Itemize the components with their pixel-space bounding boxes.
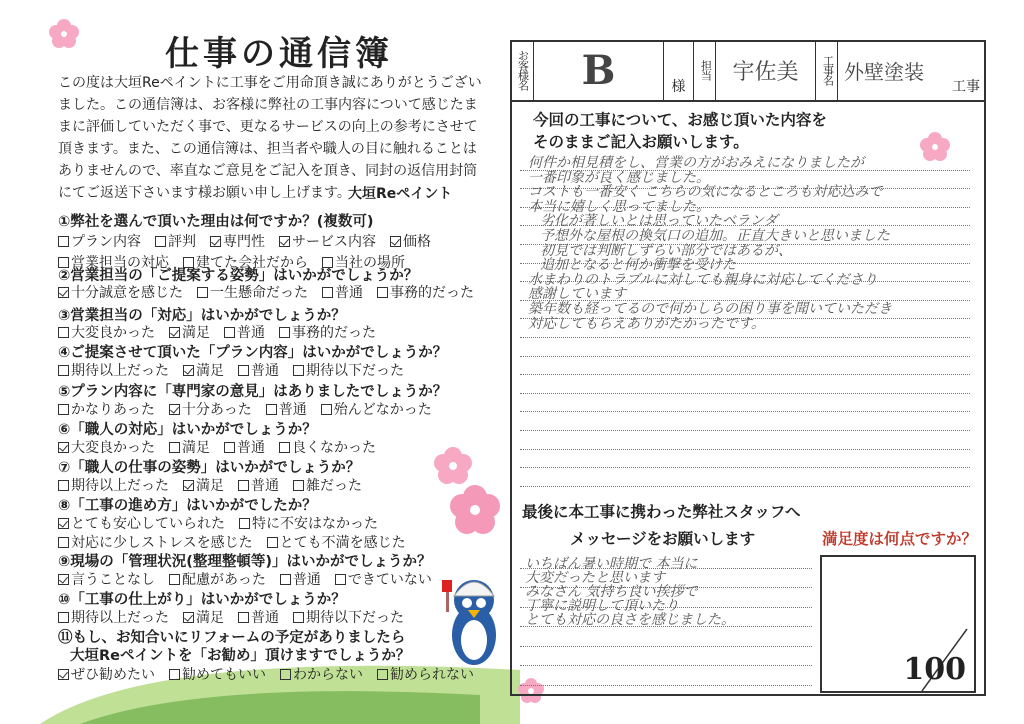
checkbox-option[interactable] <box>280 572 321 588</box>
comment-prompt-1: 今回の工事について、お感じ頂いた内容を <box>533 111 827 129</box>
empty-box-icon[interactable] <box>322 287 333 298</box>
empty-box-icon[interactable] <box>280 574 291 585</box>
question-title: ⑤プラン内容に「専門家の意見」はありましたでしょうか？ <box>58 384 448 400</box>
checkbox-option[interactable] <box>293 610 404 626</box>
ruled-line <box>520 394 970 413</box>
checkbox-option[interactable] <box>183 363 224 379</box>
empty-box-icon[interactable] <box>279 442 290 453</box>
option-label: 普通 <box>251 363 279 379</box>
cherry-blossom-icon <box>447 482 503 538</box>
option-label: 雑だった <box>306 478 362 494</box>
option-label: 専門性 <box>223 234 265 250</box>
handwritten-comment-line: コストも一番安く こちらの気になるところも対応込みで <box>528 184 883 201</box>
cherry-blossom-icon <box>432 445 474 487</box>
work-suffix: 工事 <box>952 79 980 95</box>
answer-options <box>58 664 488 684</box>
staff-name: 宇佐美 <box>732 59 799 85</box>
empty-box-icon[interactable] <box>266 404 277 415</box>
handwritten-comment-line: 追加となると何か衝撃を受けた <box>540 257 736 274</box>
checkbox-option[interactable] <box>58 516 225 532</box>
honorific: 様 <box>671 79 686 95</box>
answer-options <box>58 399 446 419</box>
checkbox-option[interactable] <box>335 572 432 588</box>
checkbox-option[interactable] <box>169 572 266 588</box>
checkbox-option[interactable] <box>58 535 253 551</box>
checkbox-option[interactable] <box>390 234 431 250</box>
question-title: ⑧「工事の進め方」はいかがでしたか？ <box>58 498 317 514</box>
ruled-line <box>520 450 970 469</box>
checkbox-option[interactable] <box>238 478 279 494</box>
ruled-line <box>520 468 970 487</box>
checkbox-option[interactable] <box>58 572 155 588</box>
checkbox-option[interactable] <box>183 610 224 626</box>
work-label: 工事名 <box>821 55 835 85</box>
option-label: とても不満を感じた <box>279 535 406 551</box>
ruled-line <box>520 412 970 431</box>
comment-prompt-2: そのままご記入お願いします。 <box>533 133 749 151</box>
answer-options <box>58 475 376 495</box>
empty-box-icon[interactable] <box>293 480 304 491</box>
checkbox-option[interactable] <box>279 234 376 250</box>
option-label: 満足 <box>182 325 210 341</box>
checked-box-icon[interactable] <box>210 236 221 247</box>
staff-label: 担当 <box>699 60 713 80</box>
ruled-line <box>520 648 812 667</box>
option-label: 勧めてもいい <box>182 667 266 683</box>
ruled-line <box>520 375 970 394</box>
handwritten-message-line: みなさん 気持ち良い挨拶で <box>525 584 698 600</box>
checkbox-option[interactable] <box>58 667 155 683</box>
mascot-penguin-illustration <box>436 570 506 670</box>
empty-box-icon[interactable] <box>58 404 69 415</box>
customer-name: B <box>581 46 616 94</box>
ruled-line <box>520 431 970 450</box>
message-prompt-2: メッセージをお願いします <box>570 530 756 548</box>
checkbox-option[interactable] <box>58 363 169 379</box>
option-label: 満足 <box>196 610 224 626</box>
empty-box-icon[interactable] <box>58 480 69 491</box>
checkbox-option[interactable] <box>322 285 363 301</box>
option-label: 満足 <box>196 478 224 494</box>
answer-options <box>58 513 392 533</box>
checkbox-option[interactable] <box>280 667 363 683</box>
answer-options <box>58 532 420 552</box>
question-title: ⑨現場の「管理状況(整理整頓等)」はいかがでしょうか？ <box>58 554 432 570</box>
handwritten-comment-line: 築年数も経ってるので何かしらの困り事を聞いていただき <box>528 301 892 317</box>
handwritten-comment-line: 一番印象が良く感じました。 <box>528 169 710 186</box>
empty-box-icon[interactable] <box>279 327 290 338</box>
option-label: 言うことなし <box>71 572 155 588</box>
answer-options <box>58 322 390 342</box>
option-label: わからない <box>293 667 363 683</box>
checked-box-icon[interactable] <box>183 480 194 491</box>
answer-options <box>58 231 445 251</box>
empty-box-icon[interactable] <box>224 327 235 338</box>
empty-box-icon[interactable] <box>238 612 249 623</box>
checkbox-option[interactable] <box>239 516 378 532</box>
option-label: 営業担当の対応 <box>71 255 169 271</box>
option-label: 価格 <box>403 234 431 250</box>
work-name: 外壁塗装 <box>844 59 924 84</box>
ruled-line <box>520 628 812 647</box>
checkbox-option[interactable] <box>58 610 169 626</box>
handwritten-message-line: 丁寧に説明して頂いたり <box>525 598 679 614</box>
checked-box-icon[interactable] <box>279 236 290 247</box>
option-label: 当社の場所 <box>335 255 405 271</box>
option-label: 大変良かった <box>71 440 155 456</box>
question-title: ①弊社を選んで頂いた理由は何ですか？(複数可) <box>58 214 374 230</box>
option-label: 満足 <box>196 363 224 379</box>
question-title-cont: 大垣Reペイントを「お勧め」頂けますでしょうか？ <box>70 648 411 664</box>
handwritten-comment-line: 劣化が著しいとは思っていたベランダ <box>540 213 778 230</box>
ruled-line <box>520 357 970 376</box>
handwritten-message-line: いちばん暑い時期で 本当に <box>525 556 698 572</box>
option-label: 普通 <box>278 402 307 418</box>
company-name: 大垣Reペイント <box>348 186 453 202</box>
empty-box-icon[interactable] <box>197 287 208 298</box>
satisfaction-label: 満足度は何点ですか？ <box>822 530 978 548</box>
option-label: できていない <box>347 572 432 588</box>
checked-box-icon[interactable] <box>58 518 69 529</box>
handwritten-comment-line: 感謝しています <box>528 286 626 303</box>
checkbox-option[interactable] <box>293 363 404 379</box>
empty-box-icon[interactable] <box>169 574 180 585</box>
option-label: 建てた会社だから <box>196 255 308 271</box>
checkbox-option[interactable] <box>169 325 210 341</box>
checkbox-option[interactable] <box>293 478 362 494</box>
option-label: サービス内容 <box>292 234 376 250</box>
empty-box-icon[interactable] <box>238 480 249 491</box>
checkbox-option[interactable] <box>238 363 279 379</box>
option-label: 期待以上だった <box>71 363 169 379</box>
answer-options <box>58 360 418 380</box>
checkbox-option[interactable] <box>58 402 155 418</box>
option-label: 期待以下だった <box>306 363 404 379</box>
checkbox-option[interactable] <box>279 440 376 456</box>
empty-box-icon[interactable] <box>58 236 69 247</box>
empty-box-icon[interactable] <box>58 327 69 338</box>
empty-box-icon[interactable] <box>293 365 304 376</box>
satisfaction-score-box <box>820 555 976 693</box>
checkbox-option[interactable] <box>58 285 183 301</box>
option-label: 期待以上だった <box>71 610 169 626</box>
empty-box-icon[interactable] <box>280 669 291 680</box>
empty-box-icon[interactable] <box>169 442 180 453</box>
option-label: 満足 <box>182 440 210 456</box>
empty-box-icon[interactable] <box>224 442 235 453</box>
checkbox-option[interactable] <box>169 402 252 418</box>
customer-label: お客様名 <box>516 50 530 90</box>
option-label: 評判 <box>168 234 196 250</box>
handwritten-comment-line: 本当に嬉しく思ってました。 <box>528 198 710 215</box>
handwritten-message-line: とても対応の良さを感じました。 <box>525 612 735 628</box>
option-label: かなりあった <box>71 402 155 418</box>
empty-box-icon[interactable] <box>58 537 69 548</box>
form-header <box>510 40 986 102</box>
option-label: 勧められない <box>390 667 474 683</box>
empty-box-icon[interactable] <box>238 365 249 376</box>
cherry-blossom-icon <box>48 18 80 50</box>
empty-box-icon[interactable] <box>155 236 166 247</box>
handwritten-comment-line: 初見では判断しずらい部分ではあるが、 <box>540 242 792 259</box>
option-label: とても安心していられた <box>71 516 225 532</box>
answer-options <box>58 569 446 589</box>
checkbox-option[interactable] <box>377 667 474 683</box>
question-title: ④ご提案させて頂いた「プラン内容」はいかがでしょうか？ <box>58 345 448 361</box>
checkbox-option[interactable] <box>210 234 265 250</box>
handwritten-comment-line: 水まわりのトラブルに対しても親身に対応してくださり <box>528 271 878 288</box>
empty-box-icon[interactable] <box>169 669 180 680</box>
option-label: 殆んどなかった <box>333 402 432 418</box>
question-title: ②営業担当の「ご提案する姿勢」はいかがでしょうか？ <box>58 268 419 284</box>
page-title: 仕事の通信簿 <box>165 34 393 74</box>
empty-box-icon[interactable] <box>335 574 346 585</box>
checkbox-option[interactable] <box>58 325 155 341</box>
option-label: 配慮があった <box>182 572 266 588</box>
question-title: ⑪もし、お知合いにリフォームの予定がありましたら <box>58 630 406 646</box>
ruled-line <box>520 667 812 686</box>
empty-box-icon[interactable] <box>321 404 332 415</box>
option-label: 良くなかった <box>292 440 376 456</box>
option-label: 普通 <box>237 325 265 341</box>
checked-box-icon[interactable] <box>58 287 69 298</box>
option-label: 普通 <box>292 572 321 588</box>
option-label: 一生懸命だった <box>210 285 308 301</box>
checkbox-option[interactable] <box>224 440 265 456</box>
checkbox-option[interactable] <box>266 402 307 418</box>
question-title: ⑩「工事の仕上がり」はいかがでしょうか？ <box>58 592 346 608</box>
answer-options <box>58 282 488 302</box>
handwritten-comment-line: 予想外な屋根の換気口の追加。正直大きいと思いました <box>540 228 890 244</box>
checkbox-option[interactable] <box>58 234 141 250</box>
checkbox-option[interactable] <box>183 478 224 494</box>
answer-options <box>58 607 418 627</box>
empty-box-icon[interactable] <box>293 612 304 623</box>
option-label: 対応に少しストレスを感じた <box>71 535 253 551</box>
checked-box-icon[interactable] <box>183 612 194 623</box>
intro-text: この度は大垣Reペイントに工事をご用命頂き誠にありがとうございました。この通信簿は、お客様に弊社の工事内容について感じたままに評価していただく事で、更なるサービスの向上の参考にさせて頂きます。また、この通信簿は、担当者や職人の目に触れることはありませんので、率直なご意見をご記入を頂き、同封の返信用封筒にてご返送下さいます様お願い申し上げます。 <box>58 75 482 201</box>
option-label: 普通 <box>251 610 279 626</box>
checkbox-option[interactable] <box>169 440 210 456</box>
option-label: 十分あった <box>181 402 252 418</box>
checked-box-icon[interactable] <box>58 574 69 585</box>
question-title: ⑥「職人の対応」はいかがでしょうか？ <box>58 422 317 438</box>
option-label: 普通 <box>237 440 265 456</box>
checked-box-icon[interactable] <box>390 236 401 247</box>
option-label: 特に不安はなかった <box>252 516 378 532</box>
empty-box-icon[interactable] <box>267 537 278 548</box>
checkbox-option[interactable] <box>58 440 155 456</box>
checkbox-option[interactable] <box>321 402 432 418</box>
satisfaction-score: 100 <box>903 652 966 687</box>
option-label: 普通 <box>251 478 279 494</box>
option-label: 大変良かった <box>71 325 155 341</box>
handwritten-comment-line: 対応してもらえありがたかったです。 <box>528 315 765 332</box>
checked-box-icon[interactable] <box>58 442 69 453</box>
checkbox-option[interactable] <box>58 478 169 494</box>
checkbox-option[interactable] <box>279 325 376 341</box>
option-label: 十分誠意を感じた <box>71 285 183 301</box>
empty-box-icon[interactable] <box>377 287 388 298</box>
checkbox-option[interactable] <box>169 667 266 683</box>
message-prompt-1: 最後に本工事に携わった弊社スタッフへ <box>522 503 801 521</box>
checkbox-option[interactable] <box>377 285 474 301</box>
option-label: 事務的だった <box>390 285 474 301</box>
empty-box-icon[interactable] <box>377 669 388 680</box>
ruled-line <box>520 338 970 357</box>
option-label: ぜひ勧めたい <box>71 667 155 683</box>
answer-options <box>58 437 390 457</box>
question-title: ⑦「職人の仕事の姿勢」はいかがでしょうか？ <box>58 460 361 476</box>
handwritten-comment-line: 何件か相見積をし、営業の方がおみえになりましたが <box>528 155 864 171</box>
empty-box-icon[interactable] <box>58 612 69 623</box>
checked-box-icon[interactable] <box>183 365 194 376</box>
empty-box-icon[interactable] <box>58 365 69 376</box>
checked-box-icon[interactable] <box>58 669 69 680</box>
checkbox-option[interactable] <box>197 285 308 301</box>
option-label: プラン内容 <box>71 234 141 250</box>
checkbox-option[interactable] <box>224 325 265 341</box>
checked-box-icon[interactable] <box>169 327 180 338</box>
checkbox-option[interactable] <box>155 234 196 250</box>
option-label: 事務的だった <box>292 325 376 341</box>
option-label: 期待以下だった <box>306 610 404 626</box>
option-label: 期待以上だった <box>71 478 169 494</box>
question-title: ③営業担当の「対応」はいかがでしょうか？ <box>58 308 346 324</box>
option-label: 普通 <box>335 285 363 301</box>
checkbox-option[interactable] <box>238 610 279 626</box>
checked-box-icon[interactable] <box>169 404 180 415</box>
empty-box-icon[interactable] <box>239 518 250 529</box>
checkbox-option[interactable] <box>267 535 406 551</box>
handwritten-message-line: 大変だったと思います <box>525 570 665 586</box>
